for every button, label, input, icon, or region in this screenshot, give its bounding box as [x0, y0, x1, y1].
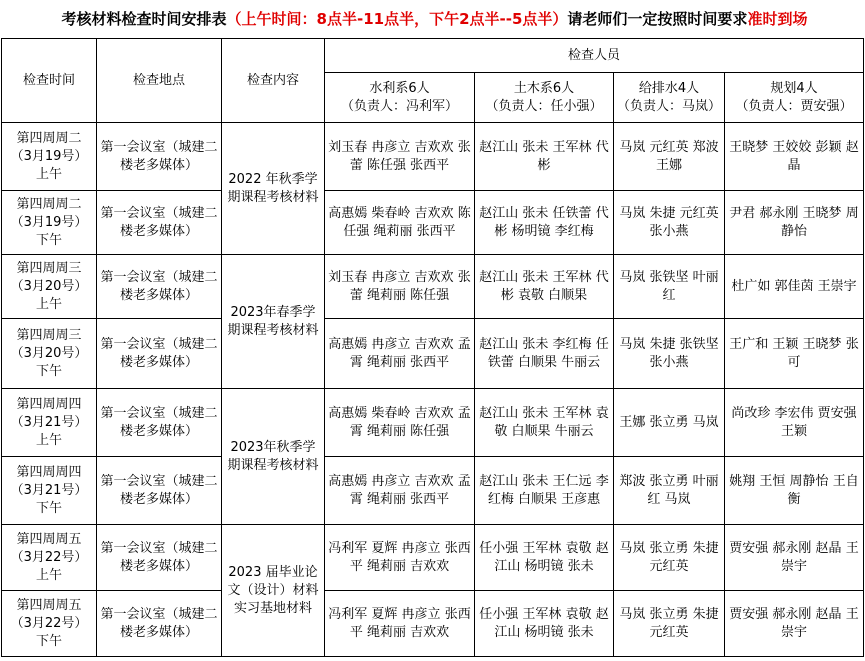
guihua-cell: 尹君 郝永刚 王晓梦 周静怡	[725, 191, 864, 255]
tumu-cell: 赵江山 张未 任铁蕾 代彬 杨明镜 李红梅	[475, 191, 614, 255]
header-location: 检查地点	[97, 39, 222, 123]
group-name: 土木系6人	[513, 80, 575, 96]
shuili-cell: 冯利军 夏辉 冉彦立 张西平 绳莉丽 吉欢欢	[325, 525, 475, 591]
period-label: 上午	[35, 567, 62, 583]
shuili-cell: 高惠嫣 冉彦立 吉欢欢 孟霄 绳莉丽 张西平	[325, 457, 475, 525]
geipaishui-cell: 马岚 张铁坚 叶丽红	[614, 255, 725, 319]
guihua-cell: 杜广如 郭佳茵 王崇宇	[725, 255, 864, 319]
period-label: 上午	[35, 432, 62, 448]
day-label: 第四周周二	[16, 130, 82, 146]
day-label: 第四周周三	[16, 327, 82, 343]
group-leader: （负责人：任小强）	[485, 98, 603, 114]
table-row	[2, 319, 864, 389]
geipaishui-cell: 马岚 朱捷 元红英 张小燕	[614, 191, 725, 255]
time-cell	[2, 389, 97, 457]
group-name: 给排水4人	[638, 80, 700, 96]
table-row	[2, 591, 864, 657]
title-prefix: 考核材料检查时间安排表	[61, 10, 227, 28]
location-cell: 第一会议室（城建二楼老多媒体）	[97, 591, 222, 657]
location-cell: 第一会议室（城建二楼老多媒体）	[97, 319, 222, 389]
tumu-cell: 赵江山 张未 王军林 代彬 袁敬 白顺果	[475, 255, 614, 319]
location-cell: 第一会议室（城建二楼老多媒体）	[97, 191, 222, 255]
tumu-cell: 任小强 王军林 袁敬 赵江山 杨明镜 张未	[475, 525, 614, 591]
period-label: 下午	[35, 633, 62, 649]
content-cell: 2023年春季学期课程考核材料	[222, 255, 325, 389]
shuili-cell: 刘玉春 冉彦立 吉欢欢 张蕾 陈任强 张西平	[325, 123, 475, 191]
table-row	[2, 191, 864, 255]
tumu-cell: 赵江山 张未 李红梅 任铁蕾 白顺果 牛丽云	[475, 319, 614, 389]
geipaishui-cell: 王娜 张立勇 马岚	[614, 389, 725, 457]
header-group-geipaishui	[614, 73, 725, 123]
period-label: 下午	[35, 363, 62, 379]
location-cell: 第一会议室（城建二楼老多媒体）	[97, 123, 222, 191]
content-cell: 2022 年秋季学期课程考核材料	[222, 123, 325, 255]
time-cell	[2, 123, 97, 191]
shuili-cell: 高惠嫣 冉彦立 吉欢欢 孟霄 绳莉丽 张西平	[325, 319, 475, 389]
header-inspectors: 检查人员	[325, 39, 864, 73]
guihua-cell: 贾安强 郝永刚 赵晶 王崇宇	[725, 591, 864, 657]
table-row	[2, 389, 864, 457]
date-label: （3月22号）	[10, 549, 88, 565]
date-label: （3月19号）	[10, 214, 88, 230]
time-cell	[2, 591, 97, 657]
guihua-cell: 贾安强 郝永刚 赵晶 王崇宇	[725, 525, 864, 591]
time-cell	[2, 191, 97, 255]
shuili-cell: 高惠嫣 柴春岭 吉欢欢 孟霄 绳莉丽 陈任强	[325, 389, 475, 457]
title-emphasis: 准时到场	[747, 10, 808, 28]
geipaishui-cell: 马岚 张立勇 朱捷 元红英	[614, 525, 725, 591]
schedule-table	[1, 38, 864, 657]
title-time-note: （上午时间：8点半-11点半，下午2点半--5点半）	[226, 10, 568, 28]
day-label: 第四周周五	[16, 531, 82, 547]
date-label: （3月19号）	[10, 148, 88, 164]
header-group-guihua	[725, 73, 864, 123]
shuili-cell: 冯利军 夏辉 冉彦立 张西平 绳莉丽 吉欢欢	[325, 591, 475, 657]
period-label: 上午	[35, 166, 62, 182]
date-label: （3月21号）	[10, 414, 88, 430]
header-group-shuili	[325, 73, 475, 123]
tumu-cell: 赵江山 张未 王军林 代彬	[475, 123, 614, 191]
time-cell	[2, 457, 97, 525]
location-cell: 第一会议室（城建二楼老多媒体）	[97, 457, 222, 525]
tumu-cell: 赵江山 张未 王军林 袁敬 白顺果 牛丽云	[475, 389, 614, 457]
header-group-tumu	[475, 73, 614, 123]
location-cell: 第一会议室（城建二楼老多媒体）	[97, 389, 222, 457]
day-label: 第四周周四	[16, 396, 82, 412]
tumu-cell: 任小强 王军林 袁敬 赵江山 杨明镜 张未	[475, 591, 614, 657]
group-leader: （负责人：冯利军）	[340, 98, 458, 114]
page-title	[0, 0, 865, 38]
period-label: 下午	[35, 232, 62, 248]
date-label: （3月20号）	[10, 278, 88, 294]
shuili-cell: 刘玉春 冉彦立 吉欢欢 张蕾 绳莉丽 陈任强	[325, 255, 475, 319]
shuili-cell: 高惠嫣 柴春岭 吉欢欢 陈任强 绳莉丽 张西平	[325, 191, 475, 255]
location-cell: 第一会议室（城建二楼老多媒体）	[97, 525, 222, 591]
time-cell	[2, 319, 97, 389]
day-label: 第四周周二	[16, 196, 82, 212]
geipaishui-cell: 马岚 朱捷 张铁坚 张小燕	[614, 319, 725, 389]
period-label: 下午	[35, 500, 62, 516]
tumu-cell: 赵江山 张未 王仁远 李红梅 白顺果 王彦惠	[475, 457, 614, 525]
content-cell: 2023年秋季学期课程考核材料	[222, 389, 325, 525]
title-middle: 请老师们一定按照时间要求	[567, 10, 748, 28]
geipaishui-cell: 马岚 张立勇 朱捷 元红英	[614, 591, 725, 657]
day-label: 第四周周五	[16, 597, 82, 613]
group-name: 水利系6人	[369, 80, 430, 96]
table-row	[2, 525, 864, 591]
day-label: 第四周周三	[16, 260, 82, 276]
content-cell: 2023 届毕业论文（设计）材料实习基地材料	[222, 525, 325, 657]
table-row	[2, 123, 864, 191]
geipaishui-cell: 马岚 元红英 郑波 王娜	[614, 123, 725, 191]
day-label: 第四周周四	[16, 464, 82, 480]
group-leader: （负责人：贾安强）	[735, 98, 853, 114]
date-label: （3月21号）	[10, 482, 88, 498]
header-content: 检查内容	[222, 39, 325, 123]
group-leader: （负责人：马岚）	[616, 98, 721, 114]
period-label: 上午	[35, 296, 62, 312]
table-row	[2, 255, 864, 319]
time-cell	[2, 525, 97, 591]
time-cell	[2, 255, 97, 319]
date-label: （3月22号）	[10, 615, 88, 631]
guihua-cell: 王晓梦 王姣姣 彭颖 赵晶	[725, 123, 864, 191]
date-label: （3月20号）	[10, 345, 88, 361]
header-time: 检查时间	[2, 39, 97, 123]
guihua-cell: 姚翔 王恒 周静怡 王自衡	[725, 457, 864, 525]
group-name: 规划4人	[770, 80, 818, 96]
geipaishui-cell: 郑波 张立勇 叶丽红 马岚	[614, 457, 725, 525]
table-row	[2, 457, 864, 525]
guihua-cell: 王广和 王颖 王晓梦 张可	[725, 319, 864, 389]
location-cell: 第一会议室（城建二楼老多媒体）	[97, 255, 222, 319]
guihua-cell: 尚改珍 李宏伟 贾安强 王颖	[725, 389, 864, 457]
